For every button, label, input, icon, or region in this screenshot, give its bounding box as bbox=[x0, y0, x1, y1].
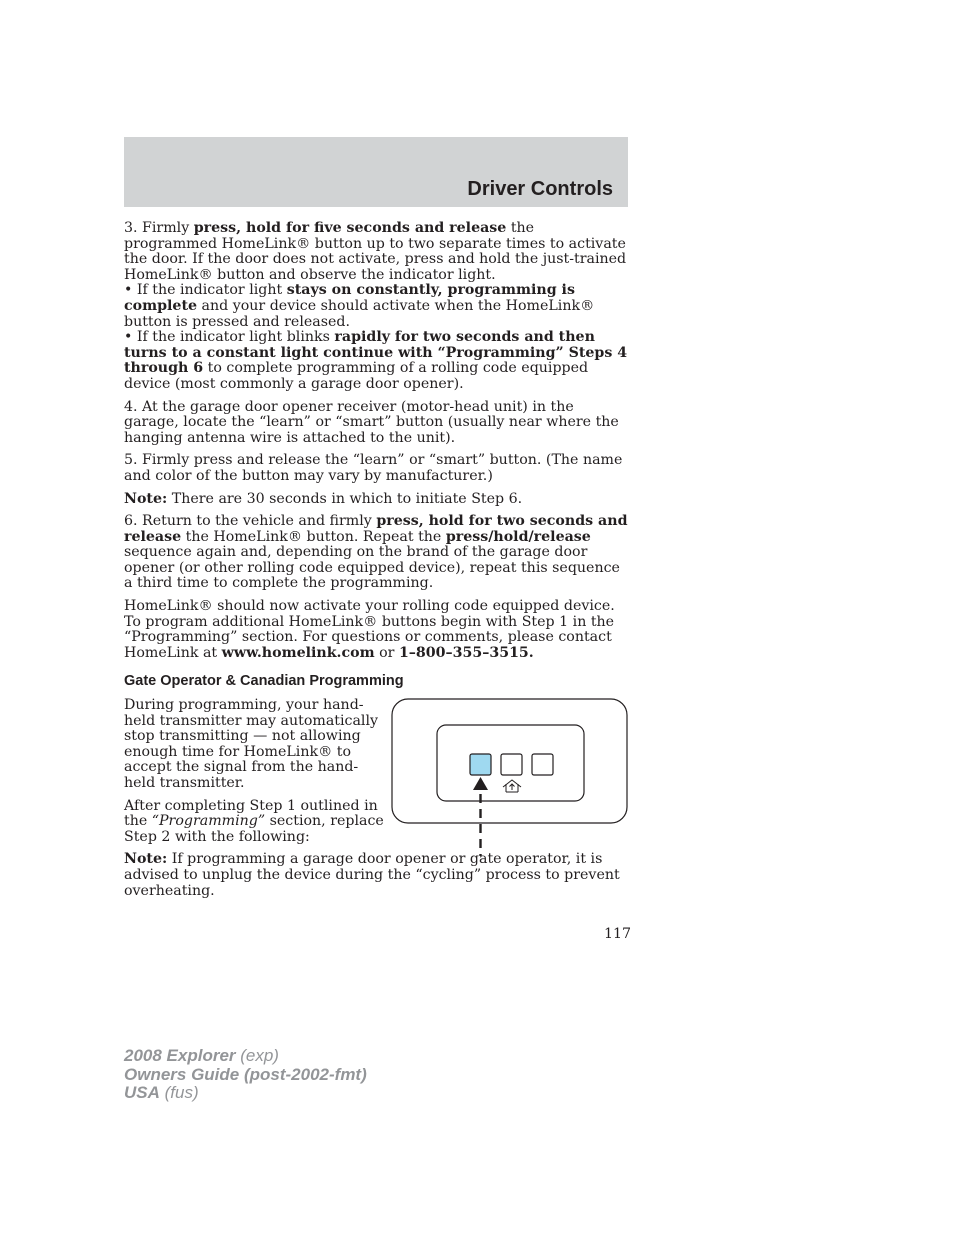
text: 2008 Explorer bbox=[124, 1046, 236, 1065]
text: After completing Step 1 outlined in the bbox=[124, 797, 378, 830]
button-panel bbox=[437, 725, 584, 801]
note-label: Note: bbox=[124, 490, 168, 507]
section-title: Driver Controls bbox=[467, 178, 613, 200]
text: • If the indicator light bbox=[124, 282, 287, 299]
text: (fus) bbox=[159, 1083, 199, 1102]
text: sequence again and, depending on the brand of the garage door opener (or other rolling code equipped device), repeat this sequence a third time to complete the programming. bbox=[124, 544, 620, 592]
footer-line-3 bbox=[124, 1084, 367, 1103]
step-5: 5. Firmly press and release the “learn” or “smart” button. (The name and color of the button may vary by manufacturer.) bbox=[124, 452, 623, 484]
text: If programming a garage door opener or gate operator, it is advised to unplug the device during the “cycling” process to prevent overheating. bbox=[124, 851, 620, 899]
text: 3. Firmly bbox=[124, 220, 194, 236]
italic-text: “Programming” bbox=[151, 813, 266, 830]
bold-text: rapidly for two seconds and then turns to a constant light continue with “Programming” Steps 4 through 6 bbox=[124, 329, 628, 377]
bold-text: stays on constantly, programming is complete bbox=[124, 282, 575, 314]
homelink-button-3 bbox=[532, 754, 553, 775]
bold-text: press, hold for five seconds and release bbox=[193, 220, 507, 236]
text: the HomeLink® button. Repeat the bbox=[181, 528, 446, 545]
step-3 bbox=[124, 221, 628, 283]
text: There are 30 seconds in which to initiate Step 6. bbox=[167, 490, 523, 507]
gate-paragraph-2 bbox=[124, 799, 384, 846]
header-band bbox=[124, 137, 628, 207]
page-content bbox=[124, 221, 628, 906]
footer-line-1 bbox=[124, 1047, 367, 1066]
text: Owners Guide (post-2002-fmt) bbox=[124, 1064, 367, 1084]
homelink-paragraph bbox=[124, 599, 628, 661]
bold-text: press/hold/release bbox=[445, 528, 591, 545]
footer bbox=[124, 1047, 367, 1103]
step-6 bbox=[124, 514, 628, 592]
gate-text-column bbox=[124, 698, 384, 845]
arrow-up-icon bbox=[473, 777, 488, 790]
text: to complete programming of a rolling code equipped device (most commonly a garage door opener). bbox=[124, 360, 589, 392]
text: (exp) bbox=[235, 1046, 279, 1065]
homelink-phone: 1–800–355–3515. bbox=[398, 644, 534, 661]
footer-line-2 bbox=[124, 1066, 367, 1085]
bullet-blinks bbox=[124, 330, 628, 392]
note-label: Note: bbox=[124, 851, 168, 868]
text: 6. Return to the vehicle and firmly bbox=[124, 513, 377, 530]
home-icon bbox=[503, 780, 521, 792]
bullet-complete bbox=[124, 283, 628, 330]
text: section, replace Step 2 with the following: bbox=[124, 813, 384, 845]
homelink-diagram bbox=[391, 698, 629, 858]
text: • If the indicator light blinks bbox=[124, 329, 335, 346]
note-30-seconds bbox=[124, 492, 628, 508]
step-4: 4. At the garage door opener receiver (motor-head unit) in the garage, locate the “learn” or “smart” button (usually near where the hanging antenna wire is attached to the unit). bbox=[124, 398, 619, 446]
gate-paragraph-1: During programming, your hand-held transmitter may automatically stop transmitting — not allowing enough time for HomeLink® to accept the signal from the hand-held transmitter. bbox=[124, 697, 379, 791]
homelink-url: www.homelink.com bbox=[221, 644, 375, 661]
gate-heading: Gate Operator & Canadian Programming bbox=[124, 673, 404, 690]
text: and your device should activate when the HomeLink® button is pressed and released. bbox=[124, 297, 595, 330]
text: or bbox=[374, 644, 399, 661]
text: USA bbox=[124, 1083, 160, 1102]
homelink-button-2 bbox=[501, 754, 522, 775]
bold-text: press, hold for two seconds and release bbox=[124, 513, 628, 545]
text: the programmed HomeLink® button up to two separate times to activate the door. If the door does not activate, press and hold the just-trained HomeLink® button and observe the indicator light. bbox=[124, 220, 627, 283]
gate-note bbox=[124, 852, 628, 899]
mirror-outline bbox=[392, 699, 627, 823]
homelink-button-1 bbox=[470, 754, 491, 775]
gate-section bbox=[124, 698, 628, 899]
page-number: 117 bbox=[604, 926, 632, 942]
text: HomeLink® should now activate your rolling code equipped device. To program additional HomeLink® buttons begin with Step 1 in the “Programming” section. For questions or comments, please contact HomeLink at bbox=[124, 598, 615, 661]
